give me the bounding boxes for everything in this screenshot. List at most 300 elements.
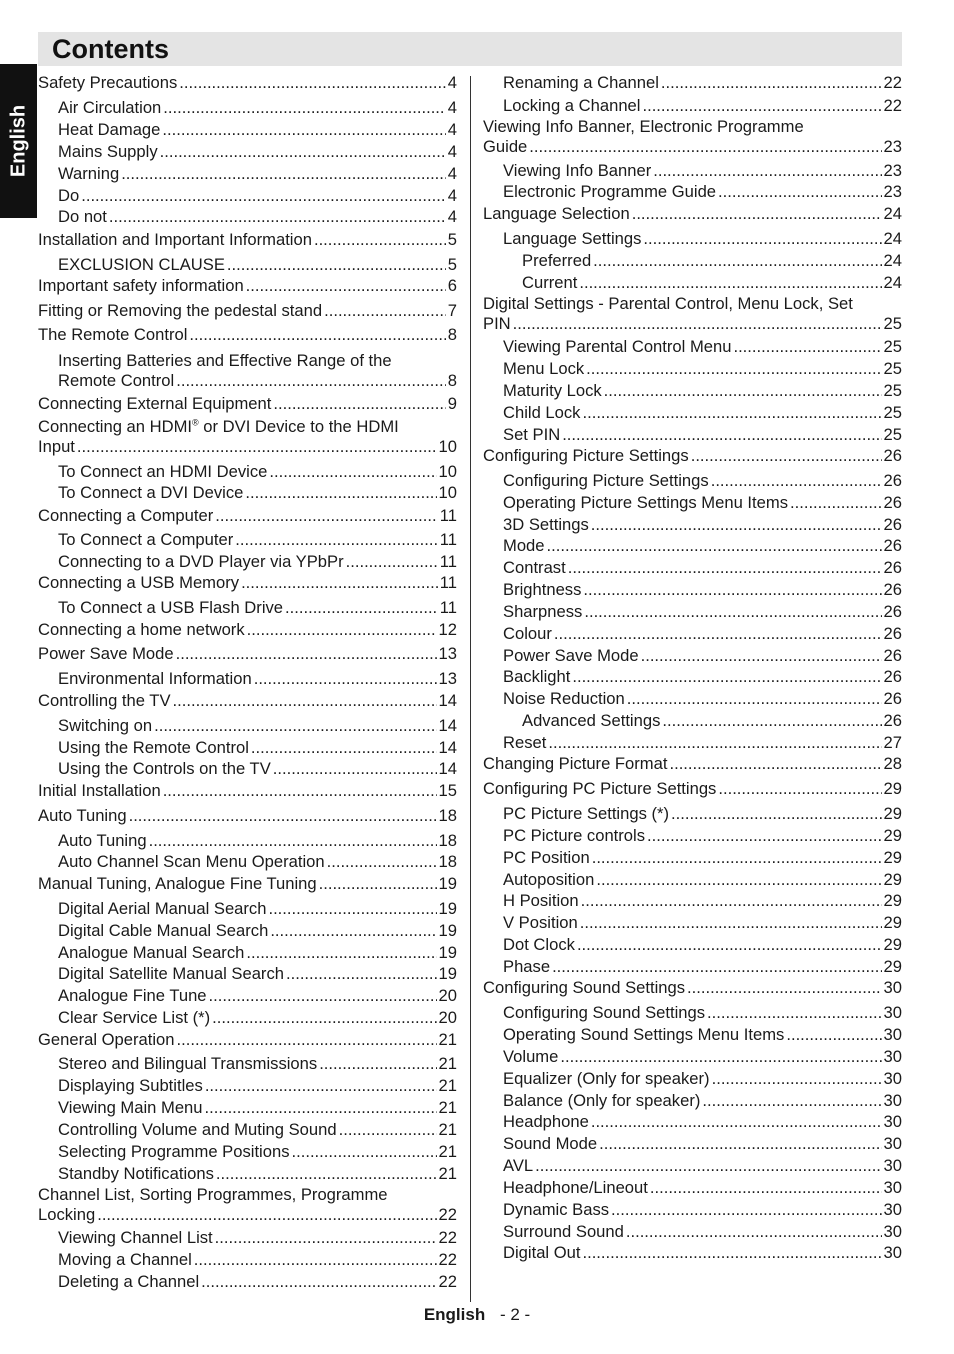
toc-entry-title: Reset bbox=[503, 733, 547, 752]
toc-entry-title: Air Circulation bbox=[58, 98, 162, 117]
toc-entry[interactable] bbox=[483, 733, 902, 753]
toc-entry[interactable] bbox=[483, 229, 902, 249]
toc-leader-dots bbox=[627, 689, 882, 709]
toc-entry-title: Clear Service List (*) bbox=[58, 1008, 211, 1027]
toc-leader-dots bbox=[205, 1098, 437, 1118]
toc-entry-page: 10 bbox=[438, 462, 457, 481]
toc-entry-title: Mains Supply bbox=[58, 142, 158, 161]
toc-entry-page: 22 bbox=[438, 1205, 457, 1224]
toc-entry[interactable] bbox=[483, 667, 902, 687]
toc-entry[interactable] bbox=[483, 689, 902, 709]
toc-entry-page: 24 bbox=[883, 273, 902, 292]
toc-entry[interactable] bbox=[38, 1098, 457, 1118]
toc-leader-dots bbox=[581, 891, 882, 911]
toc-leader-dots bbox=[687, 978, 882, 998]
toc-entry[interactable] bbox=[483, 73, 902, 93]
toc-leader-dots bbox=[314, 230, 446, 250]
toc-leader-dots bbox=[189, 325, 445, 345]
toc-entry[interactable] bbox=[38, 142, 457, 162]
toc-entry[interactable] bbox=[38, 276, 457, 296]
toc-leader-dots bbox=[97, 1205, 436, 1225]
toc-entry-title: To Connect a Computer bbox=[58, 530, 234, 549]
toc-entry[interactable] bbox=[38, 462, 457, 482]
toc-entry-page: 7 bbox=[447, 301, 457, 320]
toc-leader-dots bbox=[235, 530, 438, 550]
toc-leader-dots bbox=[582, 403, 881, 423]
toc-entry[interactable] bbox=[38, 1228, 457, 1248]
toc-entry[interactable] bbox=[483, 337, 902, 357]
toc-entry-title: Maturity Lock bbox=[503, 381, 602, 400]
toc-entry[interactable] bbox=[38, 255, 457, 275]
toc-leader-dots bbox=[642, 96, 881, 116]
toc-entry-page: 4 bbox=[447, 98, 457, 117]
toc-leader-dots bbox=[702, 1091, 881, 1111]
toc-entry-page: 8 bbox=[447, 371, 457, 390]
toc-leader-dots bbox=[790, 493, 882, 513]
toc-entry[interactable] bbox=[483, 1156, 902, 1176]
toc-entry[interactable] bbox=[483, 754, 902, 774]
toc-leader-dots bbox=[669, 754, 881, 774]
toc-entry[interactable] bbox=[483, 1025, 902, 1045]
toc-leader-dots bbox=[552, 957, 881, 977]
toc-entry[interactable] bbox=[38, 1272, 457, 1292]
toc-leader-dots bbox=[246, 276, 446, 296]
toc-entry-title: Dynamic Bass bbox=[503, 1200, 610, 1219]
toc-entry[interactable] bbox=[483, 870, 902, 890]
toc-entry-title: Auto Tuning bbox=[58, 831, 147, 850]
toc-entry[interactable] bbox=[38, 120, 457, 140]
toc-entry-page: 21 bbox=[438, 1120, 457, 1139]
toc-entry[interactable] bbox=[38, 1142, 457, 1162]
toc-leader-dots bbox=[270, 921, 436, 941]
toc-entry-page: 19 bbox=[438, 874, 457, 893]
toc-leader-dots bbox=[173, 691, 437, 711]
toc-leader-dots bbox=[661, 73, 882, 93]
toc-entry[interactable] bbox=[38, 781, 457, 801]
toc-entry-title: Autoposition bbox=[503, 870, 595, 889]
toc-entry-page: 22 bbox=[883, 96, 902, 115]
toc-leader-dots bbox=[319, 874, 437, 894]
toc-leader-dots bbox=[653, 161, 881, 181]
toc-entry[interactable] bbox=[483, 294, 902, 334]
toc-entry[interactable] bbox=[38, 986, 457, 1006]
toc-entry-title-line: Viewing Info Banner, Electronic Programme bbox=[483, 117, 804, 136]
toc-entry[interactable] bbox=[483, 446, 902, 466]
toc-leader-dots bbox=[268, 899, 436, 919]
toc-leader-dots bbox=[109, 207, 446, 227]
toc-entry[interactable] bbox=[38, 325, 457, 345]
toc-leader-dots bbox=[599, 1134, 881, 1154]
toc-entry[interactable] bbox=[483, 978, 902, 998]
toc-entry-page: 25 bbox=[883, 314, 902, 333]
toc-entry[interactable] bbox=[483, 536, 902, 556]
toc-entry-page: 29 bbox=[883, 913, 902, 932]
toc-entry-title: Configuring Sound Settings bbox=[483, 978, 686, 997]
toc-entry-page: 30 bbox=[883, 1047, 902, 1066]
toc-entry-title: Heat Damage bbox=[58, 120, 161, 139]
toc-leader-dots bbox=[583, 580, 881, 600]
toc-entry[interactable] bbox=[38, 164, 457, 184]
toc-leader-dots bbox=[586, 359, 881, 379]
toc-entry[interactable] bbox=[38, 1008, 457, 1028]
toc-entry-title: Locking a Channel bbox=[503, 96, 641, 115]
toc-entry[interactable] bbox=[38, 1185, 457, 1225]
toc-entry-page: 26 bbox=[883, 446, 902, 465]
toc-entry-title: Using the Controls on the TV bbox=[58, 759, 271, 778]
toc-entry-page: 14 bbox=[438, 738, 457, 757]
toc-entry[interactable] bbox=[483, 273, 902, 293]
toc-entry[interactable] bbox=[483, 1069, 902, 1089]
toc-entry-page: 26 bbox=[883, 602, 902, 621]
toc-entry[interactable] bbox=[38, 186, 457, 206]
toc-entry-title-line: Channel List, Sorting Programmes, Programme bbox=[38, 1185, 388, 1204]
toc-entry-page: 22 bbox=[883, 73, 902, 92]
toc-entry[interactable] bbox=[483, 826, 902, 846]
toc-leader-dots bbox=[154, 716, 436, 736]
toc-entry-page: 11 bbox=[439, 530, 457, 549]
toc-entry[interactable] bbox=[483, 403, 902, 423]
toc-entry[interactable] bbox=[38, 552, 457, 572]
toc-leader-dots bbox=[535, 1156, 881, 1176]
toc-entry[interactable] bbox=[483, 646, 902, 666]
toc-entry-title: Manual Tuning, Analogue Fine Tuning bbox=[38, 874, 317, 893]
toc-entry-title: Brightness bbox=[503, 580, 582, 599]
toc-entry[interactable] bbox=[483, 471, 902, 491]
toc-entry-page: 26 bbox=[883, 536, 902, 555]
toc-entry-title: Digital Cable Manual Search bbox=[58, 921, 269, 940]
toc-entry-page: 30 bbox=[883, 1200, 902, 1219]
toc-entry[interactable] bbox=[38, 301, 457, 321]
toc-entry[interactable] bbox=[483, 602, 902, 622]
toc-entry[interactable] bbox=[38, 691, 457, 711]
toc-entry[interactable] bbox=[483, 1003, 902, 1023]
toc-entry[interactable] bbox=[483, 182, 902, 202]
toc-entry-page: 29 bbox=[883, 935, 902, 954]
toc-entry-page: 24 bbox=[883, 229, 902, 248]
toc-entry[interactable] bbox=[38, 669, 457, 689]
toc-entry[interactable] bbox=[38, 899, 457, 919]
toc-entry-title: Phase bbox=[503, 957, 551, 976]
toc-entry[interactable] bbox=[38, 394, 457, 414]
toc-leader-dots bbox=[227, 255, 446, 275]
toc-leader-dots bbox=[662, 711, 881, 731]
toc-entry-page: 10 bbox=[438, 483, 457, 502]
toc-entry[interactable] bbox=[38, 921, 457, 941]
toc-leader-dots bbox=[160, 142, 446, 162]
toc-entry-page: 30 bbox=[883, 1222, 902, 1241]
toc-entry-title: Connecting to a DVD Player via YPbPr bbox=[58, 552, 344, 571]
toc-entry-page: 24 bbox=[883, 204, 902, 223]
toc-entry-page: 26 bbox=[883, 471, 902, 490]
toc-entry[interactable] bbox=[38, 98, 457, 118]
toc-entry-title: To Connect a DVI Device bbox=[58, 483, 244, 502]
toc-entry[interactable] bbox=[38, 230, 457, 250]
toc-leader-dots bbox=[596, 870, 881, 890]
toc-leader-dots bbox=[577, 935, 882, 955]
toc-entry-page: 11 bbox=[439, 573, 457, 592]
toc-entry[interactable] bbox=[38, 417, 457, 457]
toc-entry[interactable] bbox=[483, 848, 902, 868]
toc-entry-title: To Connect a USB Flash Drive bbox=[58, 598, 284, 617]
toc-entry[interactable] bbox=[38, 1120, 457, 1140]
toc-entry[interactable] bbox=[38, 620, 457, 640]
toc-entry-title: 3D Settings bbox=[503, 515, 589, 534]
toc-leader-dots bbox=[712, 1069, 882, 1089]
toc-leader-dots bbox=[194, 1250, 437, 1270]
toc-entry[interactable] bbox=[483, 891, 902, 911]
toc-entry[interactable] bbox=[38, 943, 457, 963]
toc-entry[interactable] bbox=[38, 506, 457, 526]
toc-entry-title: Analogue Manual Search bbox=[58, 943, 245, 962]
toc-entry-page: 20 bbox=[438, 1008, 457, 1027]
toc-entry-page: 26 bbox=[883, 624, 902, 643]
toc-entry-title: Digital Aerial Manual Search bbox=[58, 899, 267, 918]
toc-entry[interactable] bbox=[483, 359, 902, 379]
toc-entry-title: Locking bbox=[38, 1205, 96, 1224]
toc-leader-dots bbox=[562, 425, 881, 445]
toc-entry-title-line: Digital Settings - Parental Control, Menu Lock, Set bbox=[483, 294, 853, 313]
column-divider bbox=[470, 76, 471, 1302]
toc-entry[interactable] bbox=[38, 644, 457, 664]
toc-leader-dots bbox=[650, 1178, 882, 1198]
footer-page-number: - 2 - bbox=[499, 1305, 531, 1324]
toc-entry[interactable] bbox=[483, 1112, 902, 1132]
toc-entry[interactable] bbox=[483, 381, 902, 401]
toc-entry-title: Current bbox=[522, 273, 578, 292]
toc-leader-dots bbox=[286, 964, 437, 984]
toc-leader-dots bbox=[733, 337, 881, 357]
toc-entry[interactable] bbox=[483, 515, 902, 535]
toc-entry[interactable] bbox=[483, 425, 902, 445]
toc-leader-dots bbox=[641, 646, 882, 666]
toc-entry[interactable] bbox=[483, 1243, 902, 1263]
toc-leader-dots bbox=[241, 573, 438, 593]
toc-entry[interactable] bbox=[483, 161, 902, 181]
toc-entry-page: 13 bbox=[438, 644, 457, 663]
toc-leader-dots bbox=[254, 669, 437, 689]
toc-entry-page: 15 bbox=[438, 781, 457, 800]
toc-entry-title: Moving a Channel bbox=[58, 1250, 192, 1269]
toc-entry-title: Mode bbox=[503, 536, 545, 555]
toc-entry-page: 25 bbox=[883, 403, 902, 422]
toc-leader-dots bbox=[121, 164, 446, 184]
toc-entry-title: Headphone/Lineout bbox=[503, 1178, 648, 1197]
toc-entry[interactable] bbox=[483, 1091, 902, 1111]
toc-entry-page: 26 bbox=[883, 646, 902, 665]
toc-entry-page: 26 bbox=[883, 689, 902, 708]
toc-entry-title: Viewing Info Banner bbox=[503, 161, 652, 180]
toc-entry[interactable] bbox=[483, 711, 902, 731]
toc-entry-page: 26 bbox=[883, 667, 902, 686]
toc-entry[interactable] bbox=[483, 580, 902, 600]
toc-entry[interactable] bbox=[38, 1030, 457, 1050]
toc-entry-page: 27 bbox=[883, 733, 902, 752]
toc-entry[interactable] bbox=[483, 624, 902, 644]
toc-leader-dots bbox=[339, 1120, 437, 1140]
toc-entry-page: 21 bbox=[438, 1030, 457, 1049]
toc-entry-title: Guide bbox=[483, 137, 528, 156]
toc-entry-title: Environmental Information bbox=[58, 669, 252, 688]
toc-entry-page: 25 bbox=[883, 337, 902, 356]
toc-entry-page: 25 bbox=[883, 359, 902, 378]
toc-entry[interactable] bbox=[38, 738, 457, 758]
toc-entry-page: 29 bbox=[883, 848, 902, 867]
toc-entry-title: Child Lock bbox=[503, 403, 581, 422]
toc-entry-page: 29 bbox=[883, 957, 902, 976]
toc-entry[interactable] bbox=[38, 806, 457, 826]
toc-leader-dots bbox=[273, 394, 445, 414]
toc-leader-dots bbox=[129, 806, 437, 826]
toc-entry[interactable] bbox=[38, 831, 457, 851]
toc-entry-page: 4 bbox=[447, 120, 457, 139]
toc-entry-title: The Remote Control bbox=[38, 325, 188, 344]
toc-entry-title: Volume bbox=[503, 1047, 559, 1066]
toc-entry-page: 30 bbox=[883, 1243, 902, 1262]
toc-leader-dots bbox=[324, 301, 446, 321]
toc-entry-page: 30 bbox=[883, 1134, 902, 1153]
toc-leader-dots bbox=[285, 598, 438, 618]
toc-entry-page: 24 bbox=[883, 251, 902, 270]
toc-leader-dots bbox=[611, 1200, 881, 1220]
toc-entry-title: Warning bbox=[58, 164, 120, 183]
toc-leader-dots bbox=[327, 852, 437, 872]
toc-entry-title: Stereo and Bilingual Transmissions bbox=[58, 1054, 318, 1073]
toc-entry-page: 30 bbox=[883, 1069, 902, 1088]
toc-entry-page: 9 bbox=[447, 394, 457, 413]
toc-entry[interactable] bbox=[483, 1222, 902, 1242]
toc-leader-dots bbox=[582, 1243, 881, 1263]
toc-entry-title: Deleting a Channel bbox=[58, 1272, 200, 1291]
toc-entry-page: 29 bbox=[883, 826, 902, 845]
toc-entry-title: Controlling Volume and Muting Sound bbox=[58, 1120, 337, 1139]
toc-entry[interactable] bbox=[483, 957, 902, 977]
toc-leader-dots bbox=[632, 204, 882, 224]
toc-entry-page: 21 bbox=[438, 1164, 457, 1183]
toc-leader-dots bbox=[273, 759, 437, 779]
toc-entry-page: 18 bbox=[438, 806, 457, 825]
toc-entry-page: 29 bbox=[883, 891, 902, 910]
toc-entry[interactable] bbox=[38, 1250, 457, 1270]
toc-entry-title: Configuring PC Picture Settings bbox=[483, 779, 717, 798]
toc-leader-dots bbox=[216, 1164, 437, 1184]
toc-entry-title: Noise Reduction bbox=[503, 689, 625, 708]
toc-leader-dots bbox=[269, 462, 436, 482]
toc-entry[interactable] bbox=[483, 1134, 902, 1154]
toc-entry-title-line: Connecting an HDMI® or DVI Device to the HDMI bbox=[38, 417, 399, 436]
toc-entry[interactable] bbox=[483, 1047, 902, 1067]
toc-entry[interactable] bbox=[483, 1200, 902, 1220]
toc-entry-title: Backlight bbox=[503, 667, 571, 686]
toc-entry[interactable] bbox=[483, 204, 902, 224]
toc-entry-title: PC Picture controls bbox=[503, 826, 646, 845]
toc-entry[interactable] bbox=[483, 493, 902, 513]
toc-entry[interactable] bbox=[483, 804, 902, 824]
toc-leader-dots bbox=[205, 1076, 437, 1096]
toc-leader-dots bbox=[572, 667, 881, 687]
toc-entry[interactable] bbox=[483, 1178, 902, 1198]
toc-entry[interactable] bbox=[483, 117, 902, 157]
toc-entry-page: 11 bbox=[439, 506, 457, 525]
toc-entry[interactable] bbox=[38, 598, 457, 618]
toc-leader-dots bbox=[209, 986, 437, 1006]
toc-entry-title: Viewing Main Menu bbox=[58, 1098, 203, 1117]
toc-leader-dots bbox=[591, 1112, 882, 1132]
toc-leader-dots bbox=[643, 229, 881, 249]
toc-entry[interactable] bbox=[38, 73, 457, 93]
toc-entry-title: Connecting a USB Memory bbox=[38, 573, 240, 592]
toc-entry-title: Connecting External Equipment bbox=[38, 394, 272, 413]
toc-entry-title: Using the Remote Control bbox=[58, 738, 249, 757]
header-bar bbox=[38, 32, 902, 66]
toc-leader-dots bbox=[718, 779, 881, 799]
toc-entry-title: PC Position bbox=[503, 848, 590, 867]
toc-entry-page: 19 bbox=[438, 964, 457, 983]
toc-leader-dots bbox=[292, 1142, 437, 1162]
toc-entry[interactable] bbox=[38, 1076, 457, 1096]
toc-entry-title: Sound Mode bbox=[503, 1134, 598, 1153]
toc-leader-dots bbox=[513, 314, 882, 334]
toc-entry[interactable] bbox=[483, 935, 902, 955]
toc-entry-title: Switching on bbox=[58, 716, 153, 735]
toc-entry-title: Viewing Channel List bbox=[58, 1228, 213, 1247]
toc-entry-title: Initial Installation bbox=[38, 781, 161, 800]
toc-entry-title: Standby Notifications bbox=[58, 1164, 214, 1183]
toc-entry-title: Configuring Picture Settings bbox=[483, 446, 689, 465]
toc-entry[interactable] bbox=[483, 913, 902, 933]
toc-entry[interactable] bbox=[483, 779, 902, 799]
toc-entry-page: 30 bbox=[883, 1003, 902, 1022]
toc-entry-title: Configuring Sound Settings bbox=[503, 1003, 706, 1022]
toc-entry[interactable] bbox=[38, 573, 457, 593]
toc-entry[interactable] bbox=[38, 1054, 457, 1074]
toc-entry-title: Digital Satellite Manual Search bbox=[58, 964, 284, 983]
toc-entry[interactable] bbox=[38, 964, 457, 984]
toc-entry-title-line: Inserting Batteries and Effective Range of the bbox=[58, 351, 392, 370]
toc-entry-page: 4 bbox=[447, 164, 457, 183]
toc-entry-page: 4 bbox=[447, 207, 457, 226]
toc-entry[interactable] bbox=[38, 530, 457, 550]
toc-entry[interactable] bbox=[38, 716, 457, 736]
toc-entry-page: 28 bbox=[883, 754, 902, 773]
toc-entry-page: 25 bbox=[883, 381, 902, 400]
toc-entry[interactable] bbox=[38, 759, 457, 779]
toc-leader-dots bbox=[346, 552, 438, 572]
toc-entry[interactable] bbox=[38, 351, 457, 391]
toc-entry[interactable] bbox=[38, 483, 457, 503]
toc-entry-page: 5 bbox=[447, 255, 457, 274]
toc-entry[interactable] bbox=[38, 1164, 457, 1184]
toc-entry[interactable] bbox=[38, 207, 457, 227]
toc-entry-page: 21 bbox=[438, 1076, 457, 1095]
toc-entry-page: 19 bbox=[438, 921, 457, 940]
toc-entry-title: Advanced Settings bbox=[522, 711, 661, 730]
toc-entry[interactable] bbox=[38, 874, 457, 894]
toc-entry-page: 18 bbox=[438, 852, 457, 871]
toc-entry[interactable] bbox=[483, 558, 902, 578]
toc-entry[interactable] bbox=[483, 96, 902, 116]
toc-leader-dots bbox=[77, 437, 437, 457]
toc-entry[interactable] bbox=[38, 852, 457, 872]
toc-leader-dots bbox=[201, 1272, 436, 1292]
toc-entry-title: Electronic Programme Guide bbox=[503, 182, 717, 201]
toc-entry-title: Do bbox=[58, 186, 80, 205]
toc-entry[interactable] bbox=[483, 251, 902, 271]
toc-entry-title: Fitting or Removing the pedestal stand bbox=[38, 301, 323, 320]
toc-entry-title: Equalizer (Only for speaker) bbox=[503, 1069, 710, 1088]
page-title: Contents bbox=[52, 34, 169, 64]
toc-leader-dots bbox=[162, 120, 445, 140]
toc-entry-page: 30 bbox=[883, 1156, 902, 1175]
